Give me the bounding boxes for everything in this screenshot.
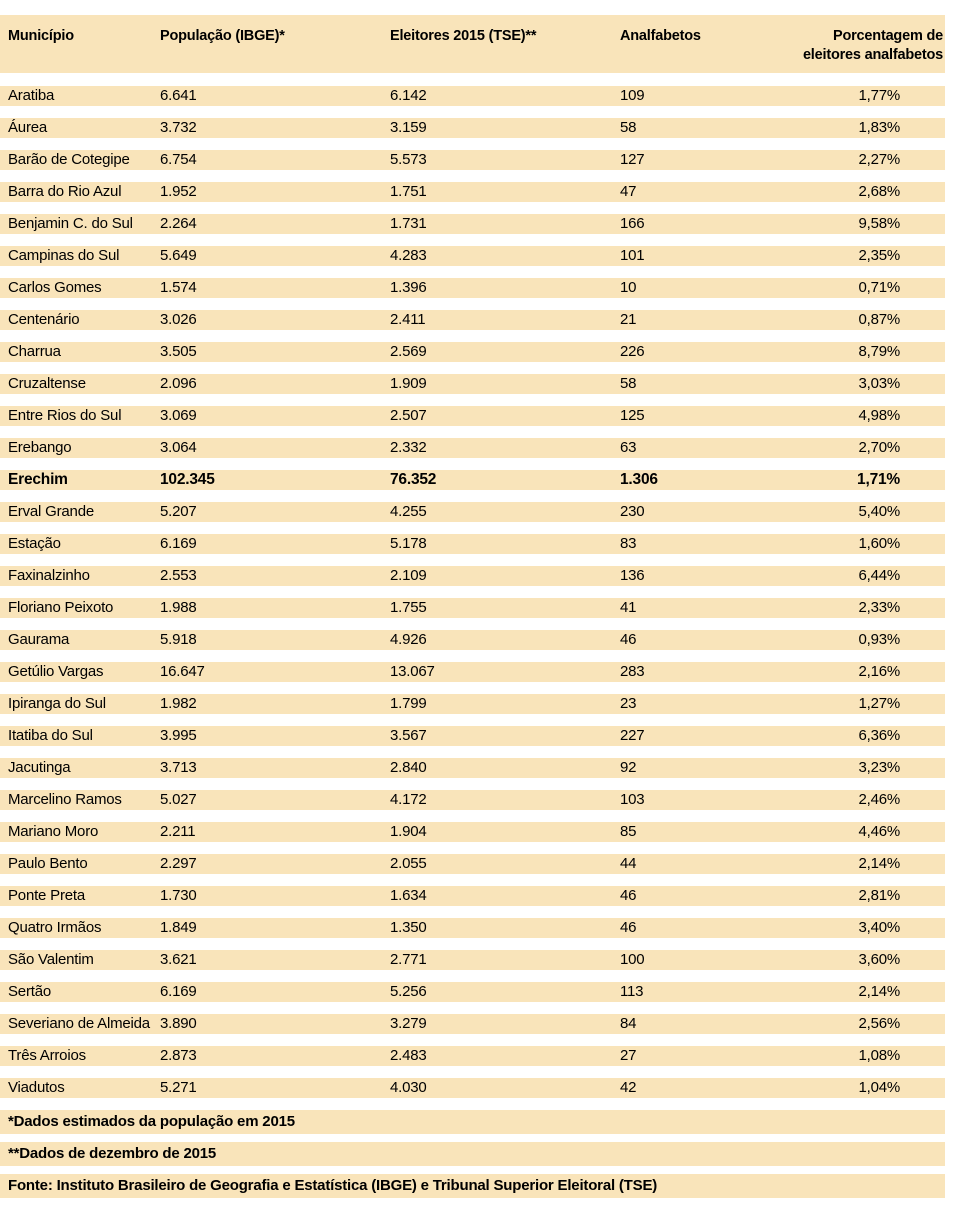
cell-municipio: Aratiba bbox=[8, 87, 55, 104]
cell-populacao: 5.918 bbox=[160, 631, 197, 648]
table-row bbox=[0, 1046, 945, 1066]
cell-eleitores: 1.731 bbox=[390, 215, 427, 232]
cell-eleitores: 4.926 bbox=[390, 631, 427, 648]
cell-populacao: 1.982 bbox=[160, 695, 197, 712]
cell-porcentagem: 2,81% bbox=[858, 887, 900, 904]
table-row bbox=[0, 886, 945, 906]
table-row bbox=[0, 726, 945, 746]
footnotes bbox=[0, 1110, 945, 1198]
cell-municipio: Áurea bbox=[8, 119, 48, 136]
cell-porcentagem: 2,16% bbox=[858, 663, 900, 680]
table-row bbox=[0, 566, 945, 586]
cell-porcentagem: 2,35% bbox=[858, 247, 900, 264]
cell-eleitores: 1.634 bbox=[390, 887, 427, 904]
cell-populacao: 2.297 bbox=[160, 855, 197, 872]
column-header-porcentagem-line1: Porcentagem de bbox=[832, 28, 943, 44]
cell-eleitores: 1.350 bbox=[390, 919, 427, 936]
cell-municipio: Mariano Moro bbox=[8, 823, 99, 840]
table-row bbox=[0, 246, 945, 266]
cell-porcentagem: 1,71% bbox=[857, 471, 900, 488]
table-row bbox=[0, 534, 945, 554]
cell-populacao: 3.890 bbox=[160, 1015, 197, 1032]
cell-porcentagem: 2,56% bbox=[858, 1015, 900, 1032]
cell-analfabetos: 46 bbox=[620, 887, 637, 904]
cell-populacao: 3.505 bbox=[160, 343, 197, 360]
cell-municipio: Erebango bbox=[8, 439, 72, 456]
cell-analfabetos: 46 bbox=[620, 919, 637, 936]
table-row bbox=[0, 470, 945, 490]
column-header-municipio: Município bbox=[8, 28, 74, 44]
cell-municipio: Viadutos bbox=[8, 1079, 65, 1096]
cell-populacao: 3.732 bbox=[160, 119, 197, 136]
cell-porcentagem: 9,58% bbox=[858, 215, 900, 232]
cell-analfabetos: 23 bbox=[620, 695, 637, 712]
cell-eleitores: 3.159 bbox=[390, 119, 427, 136]
cell-populacao: 3.621 bbox=[160, 951, 197, 968]
cell-analfabetos: 46 bbox=[620, 631, 637, 648]
cell-municipio: Barão de Cotegipe bbox=[8, 151, 130, 168]
cell-municipio: Benjamin C. do Sul bbox=[8, 215, 133, 232]
cell-eleitores: 2.332 bbox=[390, 439, 427, 456]
cell-analfabetos: 109 bbox=[620, 87, 645, 104]
cell-municipio: Centenário bbox=[8, 311, 80, 328]
column-header-porcentagem bbox=[770, 15, 945, 73]
cell-municipio: Campinas do Sul bbox=[8, 247, 120, 264]
cell-porcentagem: 1,60% bbox=[858, 535, 900, 552]
cell-populacao: 6.641 bbox=[160, 87, 197, 104]
cell-populacao: 6.169 bbox=[160, 983, 197, 1000]
cell-eleitores: 2.109 bbox=[390, 567, 427, 584]
cell-porcentagem: 1,77% bbox=[858, 87, 900, 104]
cell-analfabetos: 125 bbox=[620, 407, 645, 424]
cell-populacao: 16.647 bbox=[160, 663, 205, 680]
cell-porcentagem: 0,71% bbox=[858, 279, 900, 296]
cell-analfabetos: 83 bbox=[620, 535, 637, 552]
table-row bbox=[0, 214, 945, 234]
cell-eleitores: 76.352 bbox=[390, 471, 437, 488]
cell-municipio: Gaurama bbox=[8, 631, 70, 648]
cell-analfabetos: 227 bbox=[620, 727, 645, 744]
cell-eleitores: 4.030 bbox=[390, 1079, 427, 1096]
cell-populacao: 1.730 bbox=[160, 887, 197, 904]
table-row bbox=[0, 758, 945, 778]
cell-eleitores: 2.483 bbox=[390, 1047, 427, 1064]
table-row bbox=[0, 982, 945, 1002]
table-row bbox=[0, 182, 945, 202]
cell-municipio: Carlos Gomes bbox=[8, 279, 102, 296]
table-row bbox=[0, 342, 945, 362]
cell-porcentagem: 3,03% bbox=[858, 375, 900, 392]
cell-populacao: 5.207 bbox=[160, 503, 197, 520]
cell-analfabetos: 100 bbox=[620, 951, 645, 968]
cell-analfabetos: 58 bbox=[620, 375, 637, 392]
cell-municipio: Getúlio Vargas bbox=[8, 663, 104, 680]
cell-municipio: Entre Rios do Sul bbox=[8, 407, 122, 424]
cell-eleitores: 1.904 bbox=[390, 823, 427, 840]
cell-municipio: Quatro Irmãos bbox=[8, 919, 102, 936]
cell-porcentagem: 4,98% bbox=[858, 407, 900, 424]
table-row bbox=[0, 854, 945, 874]
cell-populacao: 102.345 bbox=[160, 471, 215, 488]
cell-analfabetos: 127 bbox=[620, 151, 645, 168]
cell-municipio: Marcelino Ramos bbox=[8, 791, 122, 808]
cell-populacao: 3.713 bbox=[160, 759, 197, 776]
table-row bbox=[0, 1078, 945, 1098]
cell-populacao: 3.064 bbox=[160, 439, 197, 456]
cell-eleitores: 2.055 bbox=[390, 855, 427, 872]
cell-porcentagem: 3,60% bbox=[858, 951, 900, 968]
table-row bbox=[0, 598, 945, 618]
cell-municipio: Três Arroios bbox=[8, 1047, 86, 1064]
cell-eleitores: 2.569 bbox=[390, 343, 427, 360]
cell-porcentagem: 1,08% bbox=[858, 1047, 900, 1064]
cell-eleitores: 1.396 bbox=[390, 279, 427, 296]
cell-municipio: Sertão bbox=[8, 983, 51, 1000]
cell-analfabetos: 21 bbox=[620, 311, 637, 328]
cell-analfabetos: 10 bbox=[620, 279, 637, 296]
cell-analfabetos: 103 bbox=[620, 791, 645, 808]
cell-eleitores: 2.507 bbox=[390, 407, 427, 424]
cell-eleitores: 2.411 bbox=[390, 311, 426, 328]
cell-porcentagem: 1,04% bbox=[858, 1079, 900, 1096]
cell-eleitores: 1.755 bbox=[390, 599, 427, 616]
cell-porcentagem: 2,14% bbox=[858, 983, 900, 1000]
table-row bbox=[0, 630, 945, 650]
cell-eleitores: 5.573 bbox=[390, 151, 427, 168]
cell-eleitores: 13.067 bbox=[390, 663, 435, 680]
cell-porcentagem: 2,70% bbox=[858, 439, 900, 456]
cell-municipio: Ponte Preta bbox=[8, 887, 86, 904]
cell-populacao: 5.271 bbox=[160, 1079, 197, 1096]
cell-municipio: Severiano de Almeida bbox=[8, 1015, 150, 1032]
cell-eleitores: 3.567 bbox=[390, 727, 427, 744]
cell-porcentagem: 8,79% bbox=[858, 343, 900, 360]
cell-populacao: 3.995 bbox=[160, 727, 197, 744]
cell-porcentagem: 1,83% bbox=[858, 119, 900, 136]
cell-eleitores: 2.771 bbox=[390, 951, 427, 968]
cell-porcentagem: 6,44% bbox=[858, 567, 900, 584]
cell-analfabetos: 42 bbox=[620, 1079, 637, 1096]
cell-porcentagem: 4,46% bbox=[858, 823, 900, 840]
cell-porcentagem: 2,14% bbox=[858, 855, 900, 872]
cell-porcentagem: 1,27% bbox=[858, 695, 900, 712]
cell-populacao: 2.096 bbox=[160, 375, 197, 392]
cell-municipio: Barra do Rio Azul bbox=[8, 183, 122, 200]
cell-analfabetos: 1.306 bbox=[620, 471, 658, 488]
cell-municipio: Erval Grande bbox=[8, 503, 94, 520]
cell-municipio: Jacutinga bbox=[8, 759, 71, 776]
cell-eleitores: 1.799 bbox=[390, 695, 427, 712]
table-row bbox=[0, 406, 945, 426]
cell-analfabetos: 27 bbox=[620, 1047, 637, 1064]
cell-populacao: 5.649 bbox=[160, 247, 197, 264]
cell-porcentagem: 3,40% bbox=[858, 919, 900, 936]
footnote-december-data: **Dados de dezembro de 2015 bbox=[0, 1142, 945, 1166]
cell-municipio: Floriano Peixoto bbox=[8, 599, 114, 616]
cell-populacao: 2.211 bbox=[160, 823, 196, 840]
table-header-row bbox=[0, 15, 945, 73]
footnote-source: Fonte: Instituto Brasileiro de Geografia e Estatística (IBGE) e Tribunal Superior Eleitoral (TSE) bbox=[0, 1174, 945, 1198]
cell-eleitores: 4.172 bbox=[390, 791, 427, 808]
cell-porcentagem: 0,93% bbox=[858, 631, 900, 648]
cell-analfabetos: 113 bbox=[620, 983, 644, 1000]
cell-porcentagem: 0,87% bbox=[858, 311, 900, 328]
table-row bbox=[0, 502, 945, 522]
cell-analfabetos: 47 bbox=[620, 183, 637, 200]
cell-municipio: Charrua bbox=[8, 343, 61, 360]
cell-populacao: 6.754 bbox=[160, 151, 197, 168]
cell-eleitores: 4.255 bbox=[390, 503, 427, 520]
cell-municipio: São Valentim bbox=[8, 951, 94, 968]
cell-populacao: 1.988 bbox=[160, 599, 197, 616]
cell-eleitores: 1.751 bbox=[390, 183, 427, 200]
cell-analfabetos: 63 bbox=[620, 439, 637, 456]
cell-populacao: 2.264 bbox=[160, 215, 197, 232]
column-header-eleitores: Eleitores 2015 (TSE)** bbox=[390, 28, 537, 44]
footnote-population-estimate: *Dados estimados da população em 2015 bbox=[0, 1110, 945, 1134]
table-row bbox=[0, 662, 945, 682]
cell-porcentagem: 6,36% bbox=[858, 727, 900, 744]
table-row bbox=[0, 118, 945, 138]
table-row bbox=[0, 150, 945, 170]
column-header-porcentagem-line2: eleitores analfabetos bbox=[802, 47, 943, 63]
cell-populacao: 2.553 bbox=[160, 567, 197, 584]
cell-analfabetos: 85 bbox=[620, 823, 637, 840]
cell-analfabetos: 101 bbox=[620, 247, 645, 264]
cell-populacao: 1.849 bbox=[160, 919, 197, 936]
cell-eleitores: 2.840 bbox=[390, 759, 427, 776]
column-header-populacao: População (IBGE)* bbox=[160, 28, 285, 44]
cell-populacao: 5.027 bbox=[160, 791, 197, 808]
table-row bbox=[0, 694, 945, 714]
cell-analfabetos: 226 bbox=[620, 343, 645, 360]
cell-eleitores: 1.909 bbox=[390, 375, 427, 392]
cell-analfabetos: 166 bbox=[620, 215, 645, 232]
cell-porcentagem: 3,23% bbox=[858, 759, 900, 776]
table-row bbox=[0, 374, 945, 394]
cell-populacao: 3.026 bbox=[160, 311, 197, 328]
table-row bbox=[0, 1014, 945, 1034]
cell-eleitores: 3.279 bbox=[390, 1015, 427, 1032]
cell-populacao: 1.952 bbox=[160, 183, 197, 200]
cell-porcentagem: 2,27% bbox=[858, 151, 900, 168]
table-row bbox=[0, 790, 945, 810]
cell-populacao: 2.873 bbox=[160, 1047, 197, 1064]
cell-municipio: Itatiba do Sul bbox=[8, 727, 93, 744]
cell-porcentagem: 2,33% bbox=[858, 599, 900, 616]
table-body bbox=[0, 86, 945, 1098]
table-row bbox=[0, 278, 945, 298]
cell-porcentagem: 2,68% bbox=[858, 183, 900, 200]
cell-porcentagem: 2,46% bbox=[858, 791, 900, 808]
table-row bbox=[0, 918, 945, 938]
cell-analfabetos: 92 bbox=[620, 759, 637, 776]
table-row bbox=[0, 950, 945, 970]
cell-populacao: 3.069 bbox=[160, 407, 197, 424]
cell-municipio: Estação bbox=[8, 535, 61, 552]
table-row bbox=[0, 438, 945, 458]
cell-eleitores: 5.178 bbox=[390, 535, 427, 552]
cell-analfabetos: 84 bbox=[620, 1015, 637, 1032]
cell-municipio: Ipiranga do Sul bbox=[8, 695, 106, 712]
column-header-analfabetos: Analfabetos bbox=[620, 28, 701, 44]
cell-analfabetos: 44 bbox=[620, 855, 637, 872]
cell-eleitores: 5.256 bbox=[390, 983, 427, 1000]
cell-eleitores: 6.142 bbox=[390, 87, 427, 104]
cell-municipio: Cruzaltense bbox=[8, 375, 86, 392]
cell-analfabetos: 230 bbox=[620, 503, 645, 520]
cell-municipio: Erechim bbox=[8, 471, 68, 488]
table-row bbox=[0, 822, 945, 842]
table-row bbox=[0, 86, 945, 106]
cell-populacao: 1.574 bbox=[160, 279, 197, 296]
cell-municipio: Faxinalzinho bbox=[8, 567, 90, 584]
cell-municipio: Paulo Bento bbox=[8, 855, 88, 872]
cell-analfabetos: 136 bbox=[620, 567, 645, 584]
cell-porcentagem: 5,40% bbox=[858, 503, 900, 520]
cell-eleitores: 4.283 bbox=[390, 247, 427, 264]
cell-analfabetos: 58 bbox=[620, 119, 637, 136]
cell-analfabetos: 283 bbox=[620, 663, 645, 680]
cell-analfabetos: 41 bbox=[620, 599, 637, 616]
cell-populacao: 6.169 bbox=[160, 535, 197, 552]
table-row bbox=[0, 310, 945, 330]
